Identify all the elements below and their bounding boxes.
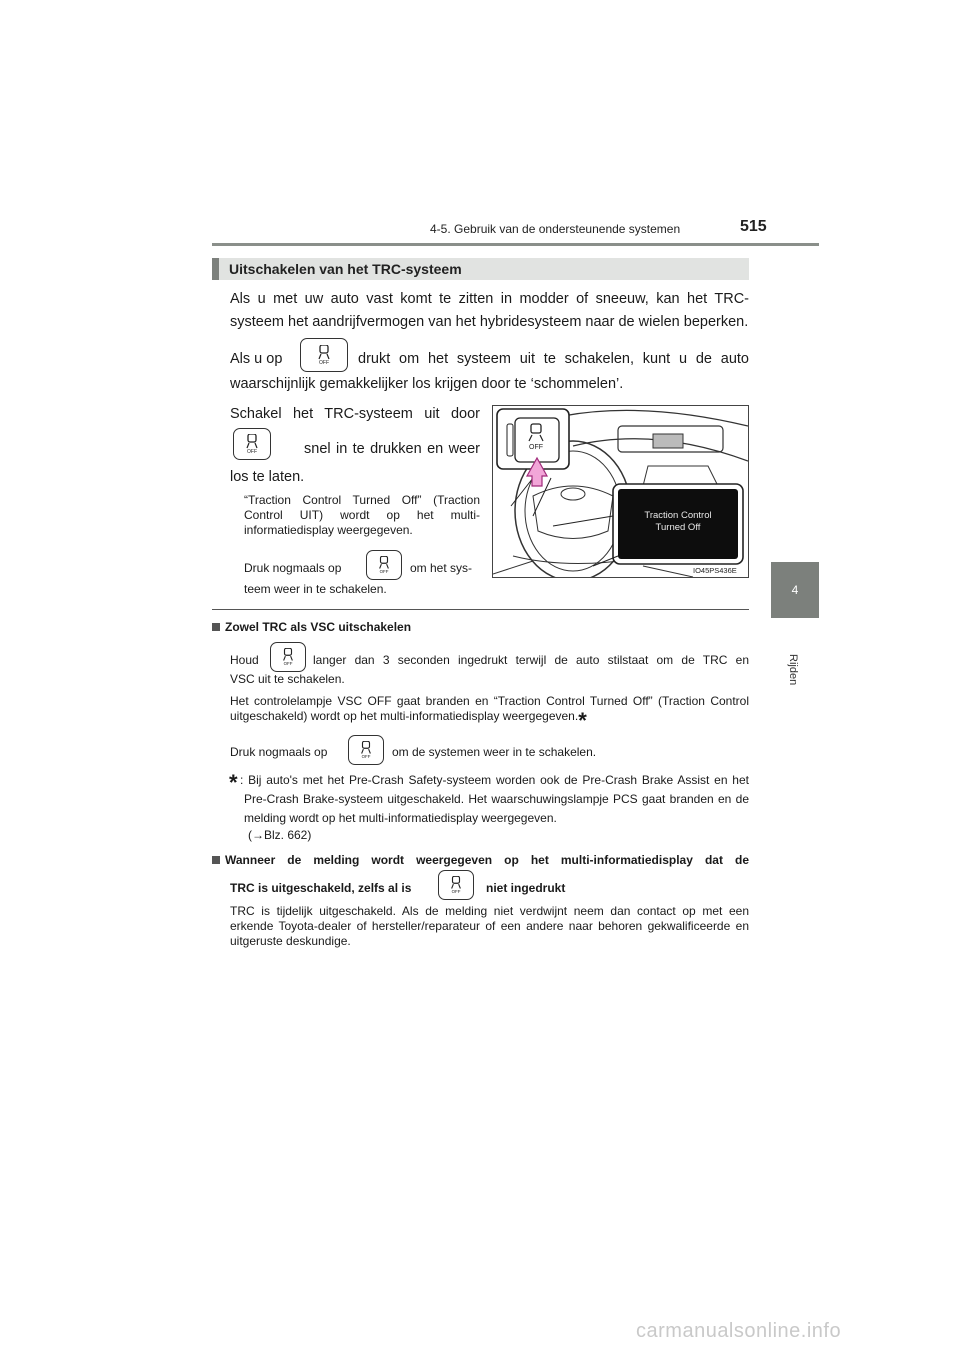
footnote-marker: * xyxy=(578,708,587,733)
both-off-again-b: om de systemen weer in te schakelen. xyxy=(392,745,597,759)
switch-off-line-2: snel in te drukken en weer xyxy=(304,441,480,457)
trc-off-button-icon xyxy=(366,550,402,580)
switch-off-line-1: Schakel het TRC-systeem uit door xyxy=(230,406,480,422)
trc-off-button-icon xyxy=(270,642,306,672)
switch-off-note-2c: teem weer in te schakelen. xyxy=(244,582,387,596)
when-msg-title-a: Wanneer de melding wordt weergegeven op het multi-informatiedisplay dat de xyxy=(212,853,749,868)
switch-off-note-2a: Druk nogmaals op xyxy=(244,561,342,575)
svg-text:OFF: OFF xyxy=(319,360,329,365)
switch-off-note-2b: om het sys- xyxy=(410,561,473,575)
svg-text:OFF: OFF xyxy=(451,888,461,894)
press-text-1: Als u op xyxy=(230,351,283,367)
both-off-hold-a: Houd xyxy=(230,653,259,667)
chapter-tab: 4 xyxy=(771,562,819,618)
chapter-label: Rijden xyxy=(787,654,799,686)
both-off-hold-c: VSC uit te schakelen. xyxy=(230,672,345,686)
press-text-2: drukt om het systeem uit te schakelen, kunt u de auto xyxy=(358,351,749,367)
when-msg-title-b: TRC is uitgeschakeld, zelfs al is xyxy=(230,881,412,895)
both-off-lamp: Het controlelampje VSC OFF gaat branden en “Traction Control Turned Off” (Traction Control uitgeschakeld) wordt op het multi-informatiedisplay weergegeven.* xyxy=(230,694,749,733)
switch-off-line-3: los te laten. xyxy=(230,469,305,485)
footnote-page-ref: (→Blz. 662) xyxy=(248,828,312,842)
trc-off-button-icon xyxy=(348,735,384,765)
trc-off-button-icon xyxy=(438,870,474,900)
watermark-text: carmanualsonline.info xyxy=(636,1320,842,1342)
both-off-again-a: Druk nogmaals op xyxy=(230,745,328,759)
both-off-title: Zowel TRC als VSC uitschakelen xyxy=(212,620,411,635)
divider xyxy=(212,609,749,610)
section-heading: Uitschakelen van het TRC-systeem xyxy=(212,258,749,280)
when-msg-title-c: niet ingedrukt xyxy=(486,881,566,895)
figure-button-label: OFF xyxy=(529,444,543,451)
svg-text:OFF: OFF xyxy=(361,753,371,759)
page-number: 515 xyxy=(740,218,767,235)
dashboard-illustration xyxy=(492,405,749,578)
when-msg-body: TRC is tijdelijk uitgeschakeld. Als de melding niet verdwijnt neem dan contact op met een erkende Toyota-dealer of hersteller/reparateur of een andere naar behoren gekwalificeerde en uitgeruste deskundige. xyxy=(230,904,749,948)
trc-off-button-icon xyxy=(233,428,271,460)
both-off-hold-b: langer dan 3 seconden ingedrukt terwijl de auto stilstaat om de TRC en xyxy=(313,653,749,667)
bullet-square-icon xyxy=(212,856,220,864)
svg-text:OFF: OFF xyxy=(283,660,293,666)
display-message: Traction Control Turned Off xyxy=(644,510,712,533)
footnote-star: * xyxy=(229,770,238,795)
press-text-3: waarschijnlijk gemakkelijker los krijgen door te ‘schommelen’. xyxy=(230,376,624,392)
header-rule xyxy=(212,243,819,246)
footnote-text: : Bij auto's met het Pre-Crash Safety-systeem worden ook de Pre-Crash Brake Assist en het Pre-Crash Brake-systeem uitgeschakeld. Het waarschuwingslampje PCS gaat branden en de melding wordt op het multi-informatiedisplay weergegeven. xyxy=(240,773,749,825)
svg-text:OFF: OFF xyxy=(379,568,389,574)
running-header: 4-5. Gebruik van de ondersteunende systemen xyxy=(430,222,681,236)
figure-code: IO45PS436E xyxy=(693,566,737,575)
svg-text:OFF: OFF xyxy=(247,449,257,454)
trc-off-button-icon xyxy=(300,338,348,372)
bullet-square-icon xyxy=(212,623,220,631)
intro-paragraph: Als u met uw auto vast komt te zitten in modder of sneeuw, kan het TRC-systeem het aandrijfvermogen van het hybridesysteem naar de wielen beperken. xyxy=(230,291,749,330)
switch-off-note-1: “Traction Control Turned Off” (Traction Control UIT) wordt op het multi-informatiedisplay weergegeven. xyxy=(244,493,480,537)
